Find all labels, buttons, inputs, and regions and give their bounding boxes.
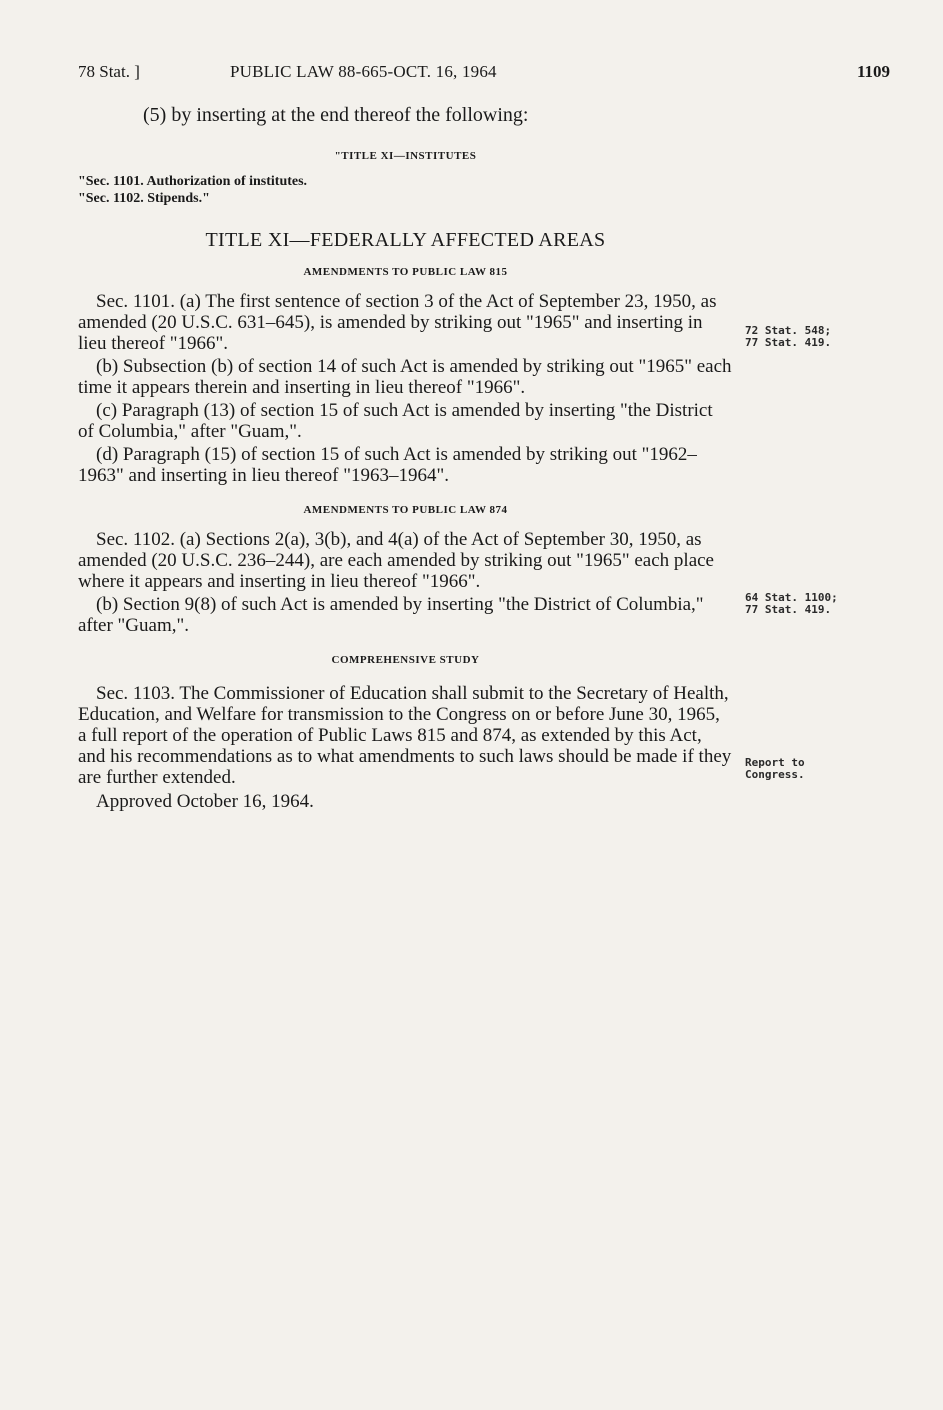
margin-note-line: 64 Stat. 1100; 77 Stat. 419. bbox=[745, 591, 838, 616]
document-body bbox=[78, 105, 733, 812]
section-1101-d: (d) Paragraph (15) of section 15 of such Act is amended by striking out "1962–1963" and inserting in lieu thereof "1963–1964". bbox=[78, 444, 697, 486]
toc-item: "Sec. 1102. Stipends." bbox=[78, 191, 210, 206]
section-heading-874: AMENDMENTS TO PUBLIC LAW 874 bbox=[303, 504, 508, 516]
title-heading: TITLE XI—FEDERALLY AFFECTED AREAS bbox=[205, 229, 606, 251]
section-1103: Sec. 1103. The Commissioner of Education shall submit to the Secretary of Health, Education, and Welfare for transmission to the Congress on or before June 30, 1965, a full report of the operation of Public Laws 815 and 874, as extended by this Act, and his recommendations as to what amendments to such laws should be made if they are further extended. bbox=[78, 683, 732, 788]
toc-heading: "TITLE XI—INSTITUTES bbox=[334, 150, 477, 162]
intro-line: (5) by inserting at the end thereof the following: bbox=[143, 104, 529, 126]
section-1102-b: (b) Section 9(8) of such Act is amended by inserting "the District of Columbia," after "Guam,". bbox=[78, 594, 704, 636]
section-heading-815: AMENDMENTS TO PUBLIC LAW 815 bbox=[303, 266, 508, 278]
margin-note-line: Report to Congress. bbox=[745, 756, 805, 781]
section-heading-study: COMPREHENSIVE STUDY bbox=[331, 654, 480, 666]
approval-line: Approved October 16, 1964. bbox=[96, 791, 314, 812]
page-header bbox=[78, 62, 890, 86]
section-1102-a: Sec. 1102. (a) Sections 2(a), 3(b), and 4(a) of the Act of September 30, 1950, as amended (20 U.S.C. 236–244), are each amended by striking out "1965" each place where it appears and inserting in lieu thereof "1966". bbox=[78, 529, 714, 592]
margin-note-line: 72 Stat. 548; 77 Stat. 419. bbox=[745, 324, 832, 349]
header-statute-ref: 78 Stat. ] bbox=[78, 62, 140, 81]
section-1101-b: (b) Subsection (b) of section 14 of such Act is amended by striking out "1965" each time it appears therein and inserting in lieu thereof "1966". bbox=[78, 356, 732, 398]
margin-note-study bbox=[745, 757, 855, 781]
header-law-title: PUBLIC LAW 88-665-OCT. 16, 1964 bbox=[230, 62, 497, 81]
margin-note-874 bbox=[745, 592, 855, 616]
header-page-number: 1109 bbox=[856, 62, 890, 81]
margin-note-815 bbox=[745, 325, 855, 349]
section-1101-c: (c) Paragraph (13) of section 15 of such Act is amended by inserting "the District of Columbia," after "Guam,". bbox=[78, 400, 713, 442]
toc-item: "Sec. 1101. Authorization of institutes. bbox=[78, 174, 308, 189]
section-1101-a: Sec. 1101. (a) The first sentence of section 3 of the Act of September 23, 1950, as amended (20 U.S.C. 631–645), is amended by striking out "1965" and inserting in lieu thereof "1966". bbox=[78, 291, 717, 354]
